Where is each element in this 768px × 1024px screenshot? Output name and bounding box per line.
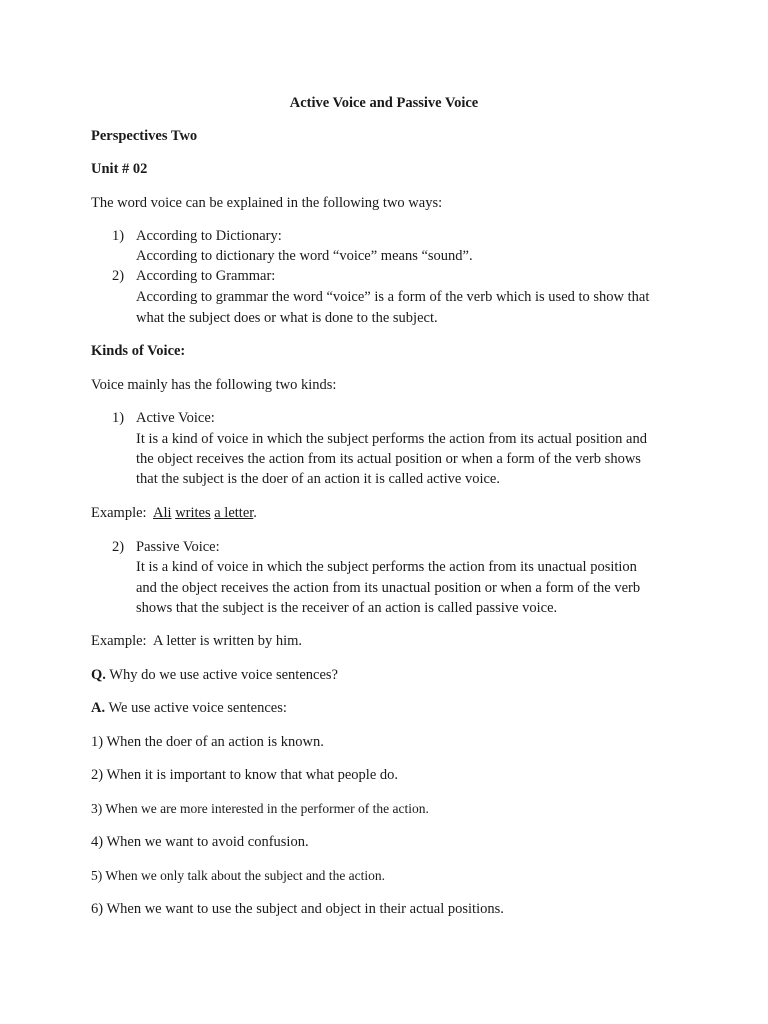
answer: [91, 698, 287, 718]
unit-number: Unit # 02: [91, 161, 148, 177]
reason-item: 6) When we want to use the subject and object in their actual positions.: [91, 901, 504, 917]
question: [91, 665, 338, 685]
reason-item: 4) When we want to avoid confusion.: [91, 834, 309, 850]
example-line: [91, 631, 302, 651]
section-heading: Kinds of Voice:: [91, 343, 186, 359]
list-item-heading: According to Grammar:: [136, 268, 276, 284]
list-item-text: According to grammar the word “voice” is a form of the verb which is used to show that: [136, 289, 650, 305]
list-item-text: what the subject does or what is done to the subject.: [136, 310, 438, 326]
reason-item: 1) When the doer of an action is known.: [91, 734, 324, 750]
example-line: Example: Ali writes a letter.: [91, 505, 257, 521]
example-sentence: A letter is written by him.: [153, 633, 303, 649]
question-text: Why do we use active voice sentences?: [109, 667, 338, 683]
list-number: 1): [112, 228, 125, 244]
list-number: 1): [112, 410, 125, 426]
list-item-text: and the object receives the action from its unactual position or when a form of the verb: [136, 580, 641, 596]
answer-label: A.: [91, 700, 106, 716]
example-object: a letter: [214, 505, 254, 521]
example-subject: Ali: [153, 505, 172, 521]
list-item-text: It is a kind of voice in which the subject performs the action from its unactual position: [136, 559, 637, 575]
list-item-heading: According to Dictionary:: [136, 228, 282, 244]
list-item-text: the object receives the action from its actual position or when a form of the verb shows: [136, 451, 641, 467]
answer-text: We use active voice sentences:: [108, 700, 287, 716]
list-item-heading: Passive Voice:: [136, 539, 220, 555]
list-item-text: It is a kind of voice in which the subject performs the action from its actual position and: [136, 431, 647, 447]
reason-item: 2) When it is important to know that what people do.: [91, 767, 398, 783]
list-item-text: shows that the subject is the receiver of an action is called passive voice.: [136, 600, 558, 616]
example-verb: writes: [175, 505, 211, 521]
list-item-heading: Active Voice:: [136, 410, 215, 426]
list-item-text: According to dictionary the word “voice” means “sound”.: [136, 248, 473, 264]
list-item-text: that the subject is the doer of an action it is called active voice.: [136, 471, 500, 487]
paragraph: Voice mainly has the following two kinds:: [91, 377, 337, 393]
list-number: 2): [112, 268, 125, 284]
list-number: 2): [112, 539, 125, 555]
reason-item: 3) When we are more interested in the performer of the action.: [91, 801, 429, 816]
intro-paragraph: The word voice can be explained in the following two ways:: [91, 195, 443, 211]
book-name: Perspectives Two: [91, 128, 198, 144]
question-label: Q.: [91, 667, 106, 683]
example-label: Example:: [91, 633, 147, 649]
reason-item: 5) When we only talk about the subject and the action.: [91, 868, 386, 883]
example-label: Example:: [91, 505, 147, 521]
document-title: Active Voice and Passive Voice: [289, 95, 479, 111]
